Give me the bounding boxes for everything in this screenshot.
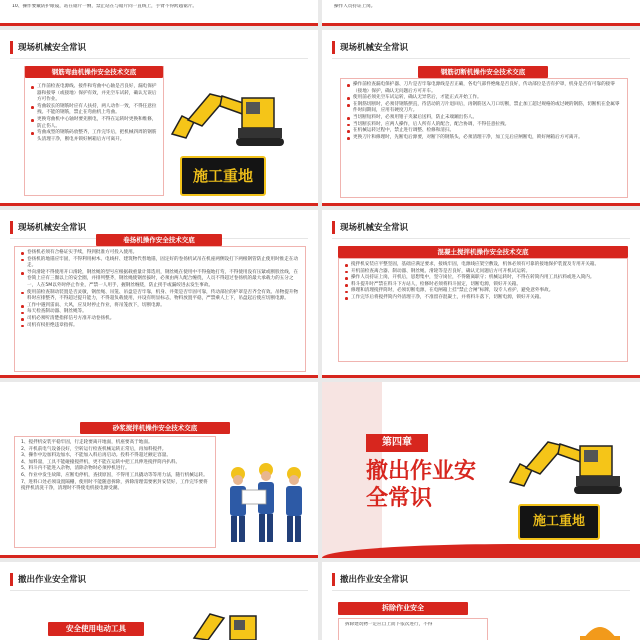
slide-top-left xyxy=(0,0,318,26)
red-title: 卷扬机操作安全技术交底 xyxy=(96,234,222,246)
red-title: 混凝土搅拌机操作安全技术交底 xyxy=(338,246,628,258)
bullet-item: 司机有权拒绝违章指挥。 xyxy=(21,323,299,330)
header-title: 现场机械安全常识 xyxy=(18,43,87,53)
bullet-item: 操作前检查漏电保护器、刀片是否牢靠电源线是否正确，各电气部件绝缘是否良好，传动部位是否有护罩，机身是否有可靠的接零（接地）保护，确认无问题后方可开车。 xyxy=(347,82,621,95)
numbered-box xyxy=(14,436,216,548)
header-title: 现场机械安全常识 xyxy=(340,43,409,53)
slide-header xyxy=(10,572,86,586)
header-title: 撤出作业安全常识 xyxy=(18,575,87,585)
bullet-item: 搅拌机安装应平整坚固，基础应满足要求，接线牢固，电源线应架空敷设，机体必须有可靠的接地保护装置及专用开关箱。 xyxy=(345,262,621,269)
slide-winch xyxy=(0,210,318,378)
numbered-item: 2、开机前电气设备良好，空转运行检查机械运转正常后，再加料搅拌。 xyxy=(21,446,167,452)
bullet-item: 操作人员持证上岗，开机后，思想集中，坚守岗位，不得随离职守；机械运转时，不得在转筒内用工具扒料或进入筒内。 xyxy=(345,275,621,282)
bullet-item: 使用前检查制动装置是否灵敏，钢丝绳、吊笼、吊盘是否牢靠，机身、井架是否牢固可靠，传动部位的护罩是否齐全有效。吊物提升物料时应排整齐，不得超过提升能力，不得超负载使用，并设有明显标志，物料放置平稳，严禁乘人上下，吊盘起后使应切断电源。 xyxy=(21,290,299,303)
workers-illustration xyxy=(220,460,312,550)
slide-demolition xyxy=(322,562,640,640)
bullet-item: 在机械运转过程中，禁止进行调整、检修和清扫。 xyxy=(347,128,621,135)
bullet-item: 料斗提升时严禁在料斗下方站人，检修时必须将料斗固定，切断电源，锁好开关箱。 xyxy=(345,282,621,289)
slide-mortar-mixer xyxy=(0,382,318,558)
bullet-item: 工作前检查电源线、接件和弯曲中心轴是否良好，漏电保护器和接零（或接地）保护有效，并先空车试转，确认无误后方可作业。 xyxy=(31,84,157,104)
slide-bending-machine xyxy=(0,30,318,206)
numbered-item: 5、料斗内不能进入杂物，清除杂物时必须停机进行。 xyxy=(21,466,130,472)
body-line: 拆除建筑物一定应自上而下依次进行，不得 xyxy=(345,622,433,627)
numbered-item: 4、加料量，工具不能碰撞搅拌机，更不能在运转中把工具伸进搅拌筒内扒料。 xyxy=(21,459,181,465)
red-title: 钢筋弯曲机操作安全技术交底 xyxy=(25,66,163,78)
construction-sign: 施工重地 xyxy=(518,504,600,540)
numbered-item: 7、进料口处必须设置隔栅，使用时不能随意拆除，拆除清理需要密封安装好，工作完毕要将搅拌机清洗干净，清理时不得使电机接电源受潮。 xyxy=(21,479,208,492)
chapter-title: 撤出作业安全常识 xyxy=(366,459,477,511)
hard-hat-icon xyxy=(580,618,620,640)
numbered-item: 6、作业中发生故障，应断电停机，查找原因，不得用工具撬动等等用力法，随行机械运转。 xyxy=(21,472,208,478)
bullet-box xyxy=(338,258,628,362)
excavator-illustration xyxy=(506,424,626,504)
excavator-illustration xyxy=(190,608,260,640)
slide-header xyxy=(332,40,408,54)
bullet-item: 使用前必须先空车试运转，确认无异常后，才能正式开始工作。 xyxy=(347,95,621,102)
header-title: 撤出作业安全常识 xyxy=(340,575,409,585)
top-right-line: 操作人员持证上岗。 xyxy=(334,4,376,9)
construction-sign: 施工重地 xyxy=(180,156,266,196)
slide-chapter-four xyxy=(322,382,640,558)
numbered-item: 3、操作中边加料边加水，不能加入料后再启动。投料不得超过额定容量。 xyxy=(21,453,171,459)
red-title: 砂浆搅拌机操作安全技术交底 xyxy=(80,422,230,434)
bullet-box xyxy=(24,66,164,196)
header-title: 现场机械安全常识 xyxy=(340,223,409,233)
bullet-item: 司机必须听清楚指挥信号方准开动卷扬机。 xyxy=(21,316,299,323)
slide-header xyxy=(332,572,408,586)
bullet-item: 更换刀片和修理时，先断电后源要，对断下的钢筋头，必须清理干净，加工完后应闸断电，锁好闸箱后方可离开。 xyxy=(347,135,621,142)
slide-power-tools xyxy=(0,562,318,640)
bullet-item: 当切断长料时，应两人操作，后人所有人的配合，配合协调，不得任意拉拽。 xyxy=(347,122,621,129)
slide-top-right xyxy=(322,0,640,26)
excavator-illustration xyxy=(168,76,288,156)
slide-header xyxy=(10,40,86,54)
bullet-item: 更换弯曲机中心轴时要先断电，不得在运转时更换和维修，防止伤人。 xyxy=(31,117,157,130)
bullet-item: 卷扬机必须有合格证实手续，得到批准方可投入使用。 xyxy=(21,250,299,257)
bullet-item: 修理和清理搅拌筒时，必须切断电源，在电闸箱上挂“禁止合闸”标牌，设专人看护，避免意外事故。 xyxy=(345,288,621,295)
bullet-item: 工作完毕后将搅拌筒内外清理干净，不准留存混凝土，并将料斗落下，切断电源，锁好开关箱。 xyxy=(345,295,621,302)
bullet-item: 当切断短料时，必须用钳子夹紧后送料，防止末端蹦出伤人。 xyxy=(347,115,621,122)
bullet-item: 导向滑轮不得使用开口滑轮，钢丝绳的型号应根据载重量计算选用，钢丝绳在使用中不得拖地打弯，不得使用没有压紧或断股丝线，在卷筒上应有三圈以上的安全圈，并排列整齐，钢丝绳使钢丝拔时，必须由两人配合缠绕，人员不得超过卷扬机的最大承载力的五分之一，人在5M以外时停止作业，严禁一人用手，握钢丝缠绕，防止拐手或漏绞进去发生事故。 xyxy=(21,270,299,290)
bullet-item: 工作中遇到雷雨、大风，应及时停止作业，将吊笼放下，切断电源。 xyxy=(21,303,299,310)
slide-header xyxy=(10,220,86,234)
bullet-item: 在钢筋切断时，必须待钢筋摆直，待活动的刀片退回后，再钢筋送入刀口切断，禁止加工超过规格的或过硬的钢筋，切断机在金属零件时间期间，应用有硬度刀片。 xyxy=(347,102,621,115)
slide-header xyxy=(332,220,408,234)
chapter-label: 第四章 xyxy=(366,434,428,452)
red-title: 钢筋切断机操作安全技术交底 xyxy=(418,66,548,78)
top-left-line: 10、操作要戴防护眼镜，站在锯片一侧，禁止站在与锯片同一直线上，手臂不得跨越锯片。 xyxy=(12,4,198,9)
bullet-box xyxy=(340,78,628,198)
numbered-item: 1、搅拌机安装平稳牢固，行走轮要离开地面，机座要高于地面。 xyxy=(21,440,153,445)
header-title: 现场机械安全常识 xyxy=(18,223,87,233)
bullet-item: 每天检查制动器、钢丝绳等。 xyxy=(21,309,299,316)
red-title: 安全使用电动工具 xyxy=(48,622,144,636)
bullet-box xyxy=(14,246,306,372)
slide-cutting-machine xyxy=(322,30,640,206)
bullet-item: 弯曲较长的钢筋时应有人扶持，两人动作一致，不得任意拉拽。不能的钢筋，禁止在弯曲机上弯曲。 xyxy=(31,104,157,117)
bullet-item: 弯曲成型的钢筋码放整齐，工作完毕后，把机械四周的钢筋头清理干净，断电并锁好闸箱后方可离开。 xyxy=(31,130,157,143)
red-title: 拆除作业安全 xyxy=(338,602,468,615)
bullet-item: 卷扬机的地锚应牢固，不得利用树木、电线杆、建筑物代替地锚，固定好的卷扬机试吊在机座两侧设打下两根钢管防止使用时推走在动走。 xyxy=(21,257,299,270)
text-box xyxy=(338,618,488,640)
slide-concrete-mixer xyxy=(322,210,640,378)
bullet-item: 开机前检查离合器、制动器、钢丝绳、滑轮等是否良好，确认无问题后方可开机试运转。 xyxy=(345,269,621,276)
